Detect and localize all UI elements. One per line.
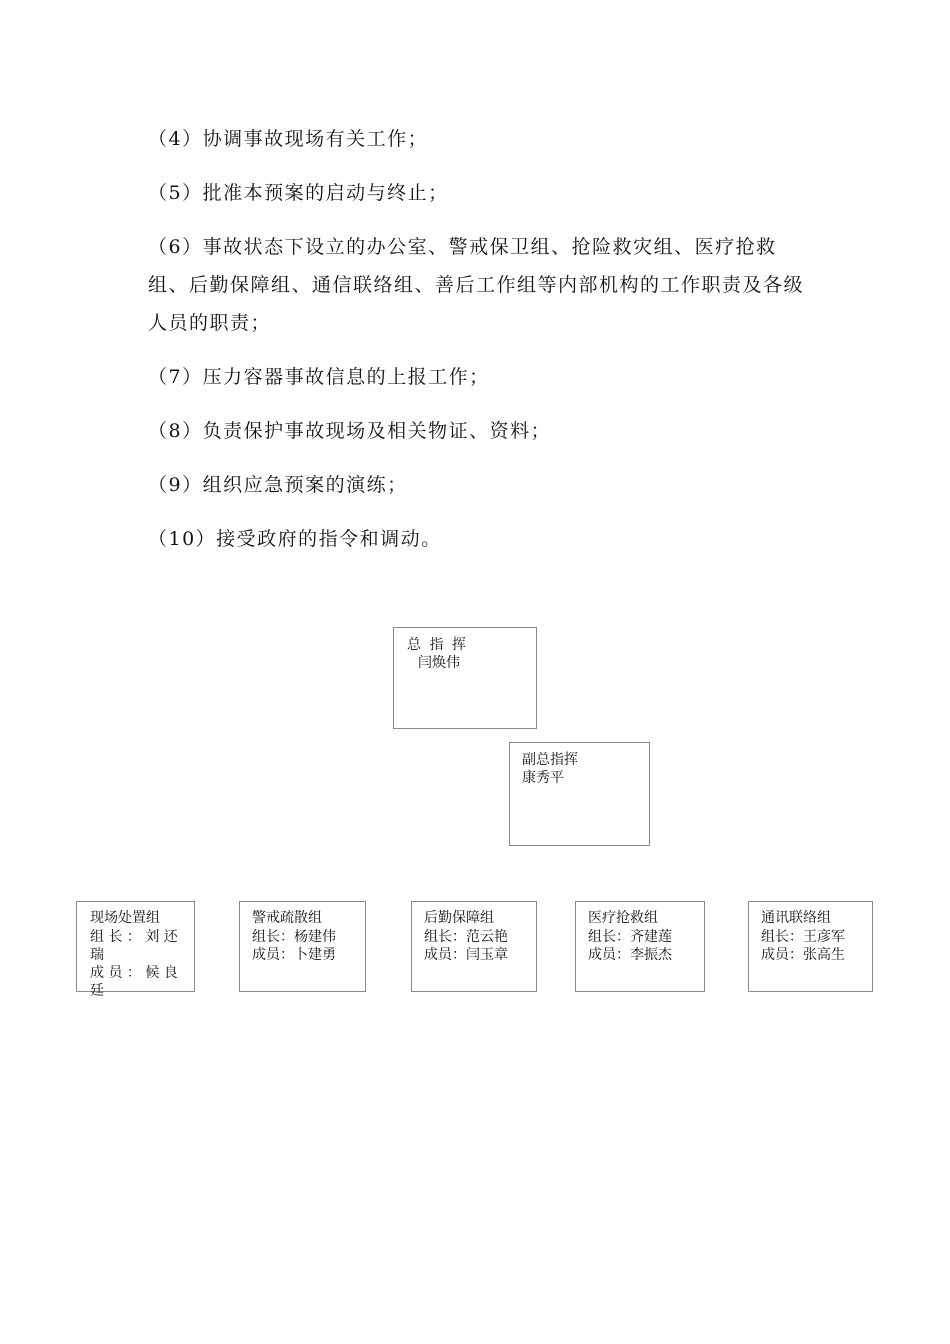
group-title: 警戒疏散组 [252,910,322,926]
commander-name: 闫焕伟 [418,655,460,671]
group-box-evacuation [239,901,366,992]
group-leader: 组长：王彦军 [761,929,845,945]
duty-item-8: （8）负责保护事故现场及相关物证、资料； [148,420,552,442]
duty-item-4: （4）协调事故现场有关工作； [148,128,429,150]
group-leader: 组 长 ： 刘 还 瑞 [90,929,178,963]
deputy-commander-box [509,742,650,846]
duty-item-7: （7）压力容器事故信息的上报工作； [148,366,490,388]
commander-box [393,627,537,729]
group-leader: 组长：范云艳 [424,929,508,945]
commander-title: 总 指 挥 [407,637,468,653]
group-leader: 组长：杨建伟 [252,929,336,945]
deputy-title: 副总指挥 [522,752,578,768]
group-members: 成员：卜建勇 [252,947,336,963]
group-members: 成 员 ： 候 良 廷 [90,965,178,999]
duty-item-10: （10）接受政府的指令和调动。 [148,528,442,550]
group-title: 通讯联络组 [761,910,831,926]
group-title: 后勤保障组 [424,910,494,926]
group-box-medical [575,901,705,992]
deputy-name: 康秀平 [522,770,564,786]
group-box-onsite-handling [76,901,195,999]
duty-item-6: （6）事故状态下设立的办公室、警戒保卫组、抢险救灾组、医疗抢救组、后勤保障组、通信联络组、善后工作组等内部机构的工作职责及各级人员的职责； [148,236,805,334]
group-box-logistics [411,901,537,992]
group-members: 成员：闫玉章 [424,947,508,963]
group-title: 现场处置组 [90,910,160,926]
group-members: 成员：李振杰 [588,947,672,963]
duty-item-5: （5）批准本预案的启动与终止； [148,182,449,204]
group-title: 医疗抢救组 [588,910,658,926]
group-box-communications [748,901,873,992]
duty-item-9: （9）组织应急预案的演练； [148,474,408,496]
group-members: 成员：张高生 [761,947,845,963]
group-leader: 组长：齐建莲 [588,929,672,945]
